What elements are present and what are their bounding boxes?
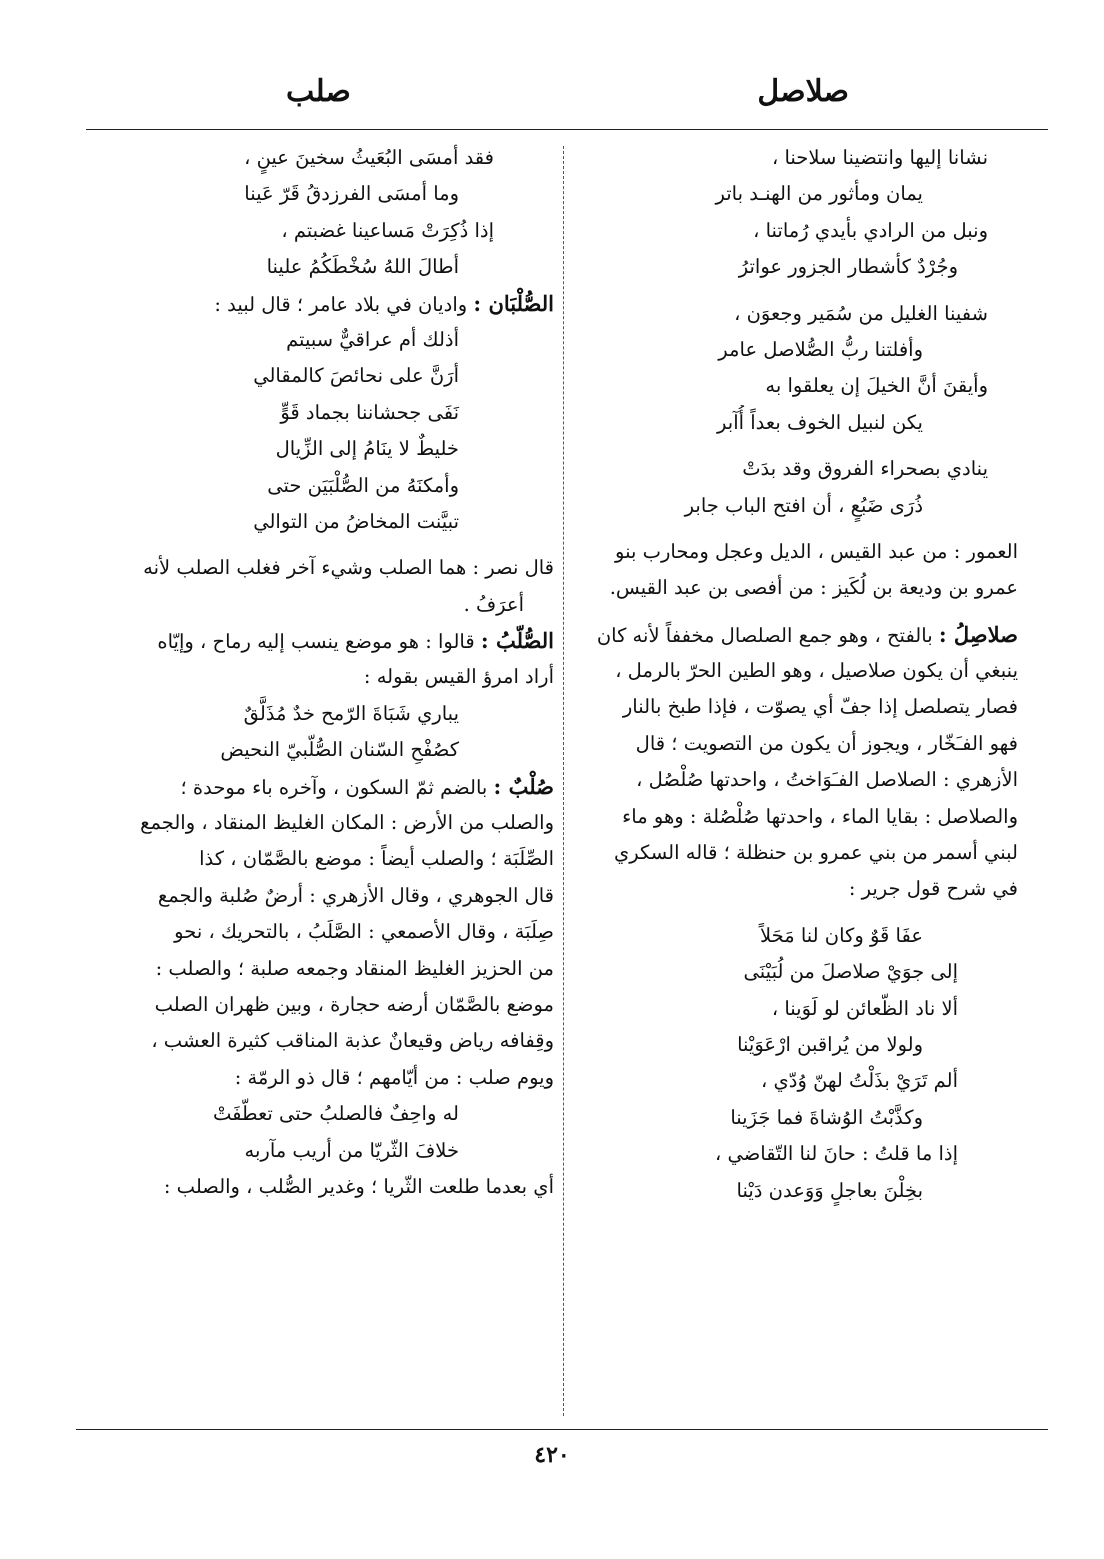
prose-line: موضع بالصَّمّان أرضه حجارة ، وبين ظهران الصلب — [154, 992, 554, 1016]
entry-first-line — [104, 769, 554, 805]
prose-line: ويوم صلب : من أيّامهم ؛ قال ذو الرمّة : — [234, 1065, 554, 1089]
verse-line: أرَنَّ على نحائصَ كالمقالي — [253, 364, 459, 388]
verse-line: فقد أمسَى البُعَيثُ سخينَ عينٍ ، — [244, 146, 494, 169]
entry-first-line — [104, 623, 554, 659]
verse-line: ونبل من الرادي بأيدي رُماتنا ، — [753, 218, 988, 242]
left-column — [104, 140, 554, 1205]
page-number: ٤٢٠ — [534, 1442, 570, 1468]
prose-line: فهو الفـَخّار ، ويجوز أن يكون من التصويت ؛ قال — [635, 731, 1018, 755]
verse-line: أطالَ اللهُ سُخْطَكُمُ علينا — [266, 255, 459, 279]
prose-line: ينبغي أن يكون صلاصيل ، وهو الطين الحرّ بالرمل ، — [615, 659, 1018, 683]
verse-line: كصُفْحِ السّنان الصُّلّبيّ النحيض — [220, 738, 459, 762]
verse-line: وأيقنَ أنَّ الخيلَ إن يعلقوا به — [765, 374, 988, 398]
prose-line: قال الجوهري ، وقال الأزهري : أرضٌ صُلبة والجمع — [157, 883, 554, 907]
footer-rule — [76, 1429, 1048, 1430]
header-entry-left: صلب — [286, 74, 351, 109]
column-divider — [563, 146, 564, 1416]
prose-line: أعرَفُ . — [463, 592, 524, 616]
verse-line: تبيَّنت المخاضُ من التوالي — [253, 509, 459, 533]
headword: الصُّلّبُ : — [480, 628, 554, 654]
verse-line: وما أمسَى الفرزدقُ قَرّ عَينا — [244, 182, 459, 206]
verse-line: عفَا قَوٌ وكان لنا مَحَلاً — [759, 923, 923, 947]
headword: الصُّلْبَان : — [473, 290, 554, 316]
prose-line: وقِفافه رياض وقيعانٌ عذبة المناقب كثيرة العشب ، — [151, 1029, 554, 1053]
verse-line: ذُرَى ضَبُعٍ ، أن افتح الباب جابر — [684, 493, 923, 517]
verse-line: ألم تَرَيْ بذَلْتُ لهنّ وُدّي ، — [761, 1069, 958, 1093]
verse-line: إذا ما قلتُ : حانَ لنا التّقاضي ، — [714, 1142, 958, 1166]
headword: صلاصِلُ : — [938, 621, 1018, 647]
prose-line: الصِّلَبَة ؛ والصلب أيضاً : موضع بالصَّمّان ، كذا — [199, 847, 554, 871]
verse-line: إلى جوَيْ صلاصلَ من لُبَيْنَى — [743, 960, 958, 984]
verse-line: يمان ومأثور من الهنـد باتر — [715, 182, 923, 206]
verse-line: وأمكنَهُ من الصُّلْبَيَن حتى — [267, 473, 459, 497]
verse-line: ألا ناد الظّعائن لو لَوَينا ، — [771, 996, 958, 1020]
prose-line: لبني أسمر من بني عمرو بن حنظلة ؛ قاله السكري — [614, 841, 1018, 865]
header-rule — [86, 129, 1048, 130]
verse-line: أذلك أم عراقيٌّ سبيتم — [286, 327, 459, 351]
prose-line: العمور : من عبد القيس ، الديل وعجل ومحارب بنو — [615, 539, 1018, 563]
entry-first-line — [104, 286, 554, 322]
verse-line: نَفَى جحشاننا بجماد قَوٍّ — [280, 400, 459, 424]
verse-line: وجُرْدٌ كأشطار الجزور عواترُ — [738, 255, 958, 279]
prose-line: فصار يتصلصل إذا جفّ أي يصوّت ، فإذا طبخ بالنار — [622, 695, 1018, 719]
prose-line: عمرو بن وديعة بن لُكَيز : من أفصى بن عبد القيس. — [609, 576, 1018, 600]
verse-line: شفينا الغليل من سُمَير وجعوَن ، — [734, 301, 988, 325]
prose-line: قال نصر : هما الصلب وشيء آخر فغلب الصلب لأنه — [143, 556, 554, 580]
verse-line: يباري شَبَاةَ الرّمح خدٌ مُذَلَّقٌ — [243, 701, 459, 725]
prose-line: أي بعدما طلعت الثّريا ؛ وغدير الصُّلب ، والصلب : — [163, 1174, 554, 1198]
prose-line: في شرح قول جرير : — [848, 877, 1018, 901]
prose-text: بالضم ثمّ السكون ، وآخره باء موحدة ؛ — [180, 775, 488, 799]
prose-line: الأزهري : الصلاصل الفـَوَاختُ ، واحدتها صُلْصُل ، — [636, 768, 1018, 792]
prose-text: قالوا : هو موضع ينسب إليه رماح ، وإيّاه — [157, 630, 475, 654]
prose-text: بالفتح ، وهو جمع الصلصال مخففاً لأنه كان — [596, 623, 933, 647]
prose-line: والصلاصل : بقايا الماء ، واحدتها صُلْصُلة : وهو ماء — [622, 804, 1018, 828]
verse-line: بخِلْنَ بعاجلٍ وَوَعدن دَيْنا — [736, 1178, 923, 1202]
prose-line: أراد امرؤ القيس بقوله : — [363, 665, 554, 689]
verse-line: خليطٌ لا ينَامُ إلى الزِّيال — [275, 437, 459, 461]
prose-text: واديان في بلاد عامر ؛ قال لبيد : — [214, 292, 468, 316]
prose-line: صِلَبَة ، وقال الأصمعي : الصَّلَبُ ، بالتحريك ، نحو — [174, 920, 554, 944]
verse-line: وأفلتنا ربُّ الصُّلاصل عامر — [718, 337, 923, 361]
verse-line: ينادي بصحراء الفروق وقد بدَتْ — [742, 457, 988, 481]
prose-line: من الحزيز الغليظ المنقاد وجمعه صلبة ؛ والصلب : — [155, 956, 554, 980]
verse-line: يكن لنبيل الخوف بعداً أُآبر — [717, 410, 923, 434]
entry-first-line — [578, 617, 1018, 653]
verse-line: نشانا إليها وانتضينا سلاحنا ، — [771, 146, 988, 169]
header-entry-right: صلاصل — [757, 74, 849, 109]
verse-line: ولولا من يُراقبن ارْعَوَيْنا — [737, 1032, 923, 1056]
verse-line: وكذَّبْتُ الوُشاةَ فما جَزَينا — [730, 1105, 923, 1129]
verse-line: له واحِفٌ فالصلبُ حتى تعطّفَتْ — [212, 1102, 459, 1126]
prose-line: والصلب من الأرض : المكان الغليظ المنقاد ، والجمع — [140, 811, 554, 835]
verse-line: خلافَ الثّريّا من أريب مآربه — [244, 1138, 459, 1162]
headword: صُلْبٌ : — [493, 773, 554, 799]
verse-line: إذا ذُكِرَتْ مَساعينا غضبتم ، — [281, 218, 494, 242]
right-column — [578, 140, 1018, 1209]
